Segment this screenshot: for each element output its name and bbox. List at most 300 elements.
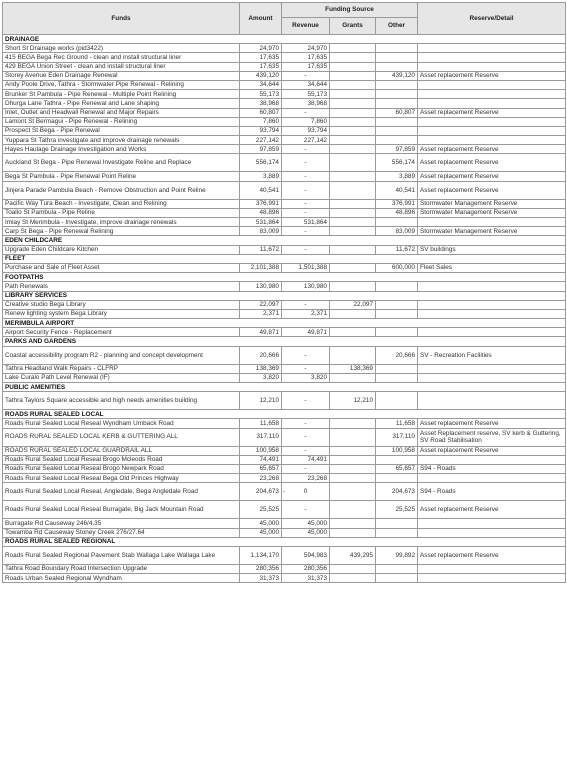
cell-grants [330,53,376,62]
cell-revenue-dash: - [283,488,286,496]
cell-fund-name: 429 BEGA Union Street - clean and install structural liner [3,62,240,71]
table-row [3,373,566,382]
cell-reserve-detail [418,90,566,99]
cell-grants [330,227,376,236]
cell-reserve-detail [418,126,566,135]
cell-grants [330,564,376,573]
cell-fund-name: Auckland St Bega - Pipe Renewal Investigate Reline and Replace [3,154,240,172]
cell-revenue: 130,980 [282,282,330,291]
cell-fund-name: Yuppara St Tathra investigate and improve drainage renewals [3,136,240,145]
cell-revenue: 55,173 [282,90,330,99]
cell-other [376,53,418,62]
cell-amount: 45,000 [240,519,282,528]
cell-amount: 227,142 [240,136,282,145]
cell-grants [330,199,376,208]
cell-reserve-detail [418,373,566,382]
cell-fund-name: Imlay St Merimbula - Investigate, improve drainage renewals [3,218,240,227]
cell-amount: 11,672 [240,245,282,254]
table-row [3,364,566,373]
cell-reserve-detail: Asset replacement Reserve [418,419,566,428]
cell-amount: 45,000 [240,528,282,537]
cell-revenue: 227,142 [282,136,330,145]
cell-other [376,218,418,227]
cell-other: 60,807 [376,108,418,117]
cell-other: 556,174 [376,154,418,172]
cell-amount: 17,635 [240,62,282,71]
cell-fund-name: Burragate Rd Causeway 246/4.35 [3,519,240,528]
cell-fund-name: Airport Security Fence - Replacement [3,328,240,337]
table-row [3,44,566,53]
cell-fund-name: Storey Avenue Eden Drainage Renewal [3,71,240,80]
table-row [3,99,566,108]
cell-reserve-detail [418,328,566,337]
table-row [3,154,566,172]
cell-fund-name: Tathra Headland Walk Repairs - CLFRP [3,364,240,373]
cell-amount: 74,491 [240,455,282,464]
table-row [3,126,566,135]
cell-other [376,309,418,318]
cell-revenue: 594,983 [282,546,330,564]
cell-other: 25,525 [376,501,418,519]
cell-other [376,364,418,373]
section-header-row [3,337,566,346]
cell-fund-name: Brunker St Pambula - Pipe Renewal - Multiple Point Relining [3,90,240,99]
cell-amount: 317,110 [240,428,282,446]
cell-grants [330,245,376,254]
cell-fund-name: 415 BEGA Bega Rec Ground - clean and install structural liner [3,53,240,62]
cell-other [376,373,418,382]
cell-grants [330,455,376,464]
table-row [3,108,566,117]
cell-fund-name: Dhurga Lane Tathra - Pipe Renewal and Lane shaping [3,99,240,108]
cell-revenue: - [282,392,330,410]
cell-other: 48,896 [376,208,418,217]
cell-grants [330,263,376,272]
cell-amount: 25,525 [240,501,282,519]
table-row [3,564,566,573]
cell-amount: 55,173 [240,90,282,99]
cell-reserve-detail: Asset replacement Reserve [418,154,566,172]
cell-fund-name: Upgrade Eden Childcare Kitchen [3,245,240,254]
cell-fund-name: Short St Drainage works (pid3422) [3,44,240,53]
cell-fund-name: Carp St Bega - Pipe Renewal Relining [3,227,240,236]
cell-amount: 97,859 [240,145,282,154]
section-title: PUBLIC AMENITIES [3,383,566,392]
cell-amount: 65,657 [240,464,282,473]
cell-grants [330,71,376,80]
cell-other [376,519,418,528]
table-row [3,528,566,537]
cell-reserve-detail: S94 - Roads [418,483,566,501]
section-header-row [3,537,566,546]
cell-other [376,474,418,483]
cell-other [376,80,418,89]
cell-other [376,328,418,337]
cell-reserve-detail: Asset replacement Reserve [418,71,566,80]
cell-other: 439,120 [376,71,418,80]
table-row [3,80,566,89]
cell-reserve-detail [418,574,566,583]
table-row [3,199,566,208]
cell-revenue: 45,000 [282,519,330,528]
cell-fund-name: Jinjera Parade Pambula Beach - Remove Obstruction and Point Reline [3,181,240,199]
cell-grants [330,282,376,291]
cell-reserve-detail: Asset replacement Reserve [418,546,566,564]
section-title: EDEN CHILDCARE [3,236,566,245]
cell-revenue: 31,373 [282,574,330,583]
cell-fund-name: Roads Rural Sealed Local Reseal Burragate, Big Jack Mountain Road [3,501,240,519]
cell-grants [330,208,376,217]
cell-revenue: 2,371 [282,309,330,318]
section-header-row [3,383,566,392]
cell-fund-name: Bega St Pambula - Pipe Renewal Point Reline [3,172,240,181]
cell-amount: 22,097 [240,300,282,309]
table-body [3,35,566,583]
cell-fund-name: Lamont St Bermagui - Pipe Renewal - Relining [3,117,240,126]
cell-revenue: 280,356 [282,564,330,573]
table-row [3,181,566,199]
table-row [3,263,566,272]
cell-revenue [282,483,330,501]
cell-revenue: 45,000 [282,528,330,537]
cell-grants [330,464,376,473]
cell-fund-name: Roads Rural Sealed Local Reseal Bega Old Princes Highway [3,474,240,483]
cell-amount: 83,009 [240,227,282,236]
table-row [3,574,566,583]
cell-grants [330,108,376,117]
cell-other [376,99,418,108]
cell-other: 11,672 [376,245,418,254]
cell-amount: 17,635 [240,53,282,62]
cell-other: 11,658 [376,419,418,428]
cell-other: 3,889 [376,172,418,181]
cell-amount: 439,120 [240,71,282,80]
cell-revenue: 1,501,388 [282,263,330,272]
cell-amount: 204,673 [240,483,282,501]
cell-revenue: - [282,227,330,236]
header-revenue: Revenue [282,18,330,35]
cell-grants [330,574,376,583]
cell-revenue: - [282,501,330,519]
cell-reserve-detail [418,136,566,145]
cell-reserve-detail [418,282,566,291]
capital-works-table [2,2,566,583]
cell-revenue: 49,871 [282,328,330,337]
cell-revenue: - [282,245,330,254]
cell-amount: 7,860 [240,117,282,126]
section-title: LIBRARY SERVICES [3,291,566,300]
section-header-row [3,273,566,282]
table-row [3,90,566,99]
table-row [3,392,566,410]
cell-revenue: 7,860 [282,117,330,126]
cell-reserve-detail: Stormwater Management Reserve [418,227,566,236]
table-row [3,464,566,473]
cell-fund-name: Tathra Road Boundary Road Intersection Upgrade [3,564,240,573]
cell-other [376,136,418,145]
table-row [3,62,566,71]
cell-reserve-detail: Asset replacement Reserve [418,446,566,455]
cell-other [376,392,418,410]
cell-other [376,564,418,573]
table-row [3,419,566,428]
table-row [3,474,566,483]
cell-other: 40,541 [376,181,418,199]
cell-fund-name: Pacific Way Tura Beach - Investigate, Clean and Relining [3,199,240,208]
cell-other: 20,666 [376,346,418,364]
cell-reserve-detail [418,117,566,126]
cell-grants [330,528,376,537]
cell-grants [330,145,376,154]
cell-amount: 49,871 [240,328,282,337]
cell-amount: 34,644 [240,80,282,89]
cell-grants [330,519,376,528]
cell-reserve-detail: Stormwater Management Reserve [418,208,566,217]
cell-amount: 1,134,170 [240,546,282,564]
cell-reserve-detail [418,44,566,53]
header-amount: Amount [240,3,282,35]
cell-amount: 376,991 [240,199,282,208]
cell-revenue: 23,268 [282,474,330,483]
cell-fund-name: Hayes Haulage Drainage Investigation and Works [3,145,240,154]
cell-grants [330,446,376,455]
header-funds: Funds [3,3,240,35]
cell-grants: 12,210 [330,392,376,410]
cell-grants [330,80,376,89]
cell-revenue: - [282,154,330,172]
cell-fund-name: Lake Curalo Path Level Renewal (IF) [3,373,240,382]
cell-grants [330,474,376,483]
cell-revenue: - [282,208,330,217]
cell-other [376,528,418,537]
cell-grants [330,309,376,318]
table-row [3,53,566,62]
table-row [3,346,566,364]
cell-fund-name: Towamba Rd Causeway Stoney Creek 276/27.64 [3,528,240,537]
cell-amount: 2,371 [240,309,282,318]
cell-fund-name: Toallo St Pambula - Pipe Reline [3,208,240,217]
cell-reserve-detail [418,99,566,108]
section-header-row [3,319,566,328]
cell-fund-name: Roads Rural Sealed Regional Pavement Stab Wallaga Lake Wallaga Lake [3,546,240,564]
cell-reserve-detail: Asset replacement Reserve [418,172,566,181]
cell-amount: 20,666 [240,346,282,364]
header-funding-source: Funding Source [282,3,418,18]
cell-reserve-detail: Asset replacement Reserve [418,145,566,154]
cell-reserve-detail: Asset Replacement reserve, SV kerb & Guttering, SV Road Stabilisation [418,428,566,446]
table-row [3,483,566,501]
section-title: PARKS AND GARDENS [3,337,566,346]
cell-reserve-detail [418,218,566,227]
cell-reserve-detail [418,53,566,62]
cell-other [376,126,418,135]
cell-grants [330,90,376,99]
section-title: FOOTPATHS [3,273,566,282]
section-title: FLEET [3,254,566,263]
table-row [3,455,566,464]
cell-revenue: - [282,364,330,373]
cell-other: 600,000 [376,263,418,272]
cell-fund-name: Roads Urban Sealed Regional Wyndham [3,574,240,583]
cell-grants [330,428,376,446]
cell-grants [330,483,376,501]
cell-reserve-detail: S94 - Roads [418,464,566,473]
cell-revenue: - [282,172,330,181]
cell-revenue: 38,968 [282,99,330,108]
cell-revenue: 34,644 [282,80,330,89]
cell-reserve-detail [418,528,566,537]
table-row [3,117,566,126]
section-title: MERIMBULA AIRPORT [3,319,566,328]
cell-other: 99,892 [376,546,418,564]
cell-fund-name: Coastal accessibility program R2 - planning and concept development [3,346,240,364]
cell-grants [330,328,376,337]
table-row [3,328,566,337]
table-row [3,282,566,291]
cell-amount: 93,794 [240,126,282,135]
cell-amount: 138,369 [240,364,282,373]
cell-reserve-detail [418,309,566,318]
cell-reserve-detail: SV buildings [418,245,566,254]
cell-grants: 439,295 [330,546,376,564]
cell-other [376,44,418,53]
cell-reserve-detail: Asset replacement Reserve [418,181,566,199]
cell-fund-name: Roads Rural Sealed Local Reseal, Angledale, Bega Angledale Road [3,483,240,501]
cell-grants [330,218,376,227]
cell-other: 83,009 [376,227,418,236]
cell-revenue: - [282,145,330,154]
table-row [3,428,566,446]
cell-amount: 31,373 [240,574,282,583]
cell-revenue: 17,635 [282,62,330,71]
table-row [3,71,566,80]
header-reserve-detail: Reserve/Detail [418,3,566,35]
cell-reserve-detail [418,474,566,483]
cell-revenue: - [282,108,330,117]
cell-revenue: - [282,346,330,364]
cell-grants [330,346,376,364]
cell-grants [330,419,376,428]
cell-revenue: 74,491 [282,455,330,464]
cell-amount: 23,268 [240,474,282,483]
cell-revenue: - [282,199,330,208]
cell-revenue: 93,794 [282,126,330,135]
cell-amount: 531,864 [240,218,282,227]
cell-fund-name: Renew lighting system Bega Library [3,309,240,318]
cell-amount: 556,174 [240,154,282,172]
cell-amount: 3,820 [240,373,282,382]
cell-amount: 40,541 [240,181,282,199]
table-row [3,172,566,181]
cell-grants [330,99,376,108]
cell-other [376,282,418,291]
cell-other [376,62,418,71]
cell-revenue: - [282,181,330,199]
cell-revenue: 24,970 [282,44,330,53]
cell-grants [330,154,376,172]
cell-reserve-detail [418,364,566,373]
cell-revenue: 3,820 [282,373,330,382]
cell-revenue-value: 0 [303,488,308,496]
cell-other [376,300,418,309]
cell-revenue: 531,864 [282,218,330,227]
cell-grants [330,172,376,181]
cell-revenue: - [282,71,330,80]
cell-grants [330,117,376,126]
cell-fund-name: Prospect St Bega - Pipe Renewal [3,126,240,135]
cell-revenue: - [282,419,330,428]
section-header-row [3,410,566,419]
cell-revenue: - [282,464,330,473]
cell-revenue: - [282,428,330,446]
cell-grants [330,126,376,135]
cell-other: 97,859 [376,145,418,154]
cell-reserve-detail: Stormwater Management Reserve [418,199,566,208]
cell-amount: 3,889 [240,172,282,181]
cell-revenue: 17,635 [282,53,330,62]
section-header-row [3,254,566,263]
cell-other [376,455,418,464]
table-row [3,245,566,254]
cell-reserve-detail [418,80,566,89]
cell-fund-name: Inlet, Outlet and Headwall Renewal and Major Repairs [3,108,240,117]
cell-amount: 130,980 [240,282,282,291]
cell-reserve-detail: Asset replacement Reserve [418,501,566,519]
section-header-row [3,35,566,44]
cell-fund-name: Path Renewals [3,282,240,291]
table-row [3,227,566,236]
table-row [3,145,566,154]
cell-revenue: - [282,446,330,455]
section-title: ROADS RURAL SEALED REGIONAL [3,537,566,546]
cell-revenue: - [282,300,330,309]
cell-amount: 60,807 [240,108,282,117]
cell-fund-name: ROADS RURAL SEALED LOCAL KERB & GUTTERING ALL [3,428,240,446]
table-row [3,300,566,309]
section-header-row [3,236,566,245]
cell-amount: 12,210 [240,392,282,410]
cell-grants [330,62,376,71]
cell-amount: 280,356 [240,564,282,573]
cell-fund-name: Creative studio Bega Library [3,300,240,309]
cell-grants [330,181,376,199]
cell-other: 204,673 [376,483,418,501]
cell-reserve-detail [418,392,566,410]
cell-amount: 100,958 [240,446,282,455]
table-row [3,446,566,455]
table-row [3,218,566,227]
cell-grants [330,44,376,53]
cell-reserve-detail [418,300,566,309]
cell-fund-name: Roads Rural Sealed Local Reseal Brogo Mcleods Road [3,455,240,464]
cell-grants [330,373,376,382]
cell-other: 317,110 [376,428,418,446]
section-header-row [3,291,566,300]
cell-other: 65,657 [376,464,418,473]
cell-reserve-detail [418,564,566,573]
header-other: Other [376,18,418,35]
cell-amount: 24,970 [240,44,282,53]
table-row [3,546,566,564]
cell-grants: 138,369 [330,364,376,373]
cell-grants [330,501,376,519]
cell-amount: 11,658 [240,419,282,428]
cell-other: 376,991 [376,199,418,208]
cell-grants: 22,097 [330,300,376,309]
cell-grants [330,136,376,145]
cell-reserve-detail [418,62,566,71]
cell-fund-name: ROADS RURAL SEALED LOCAL GUARDRAIL ALL [3,446,240,455]
